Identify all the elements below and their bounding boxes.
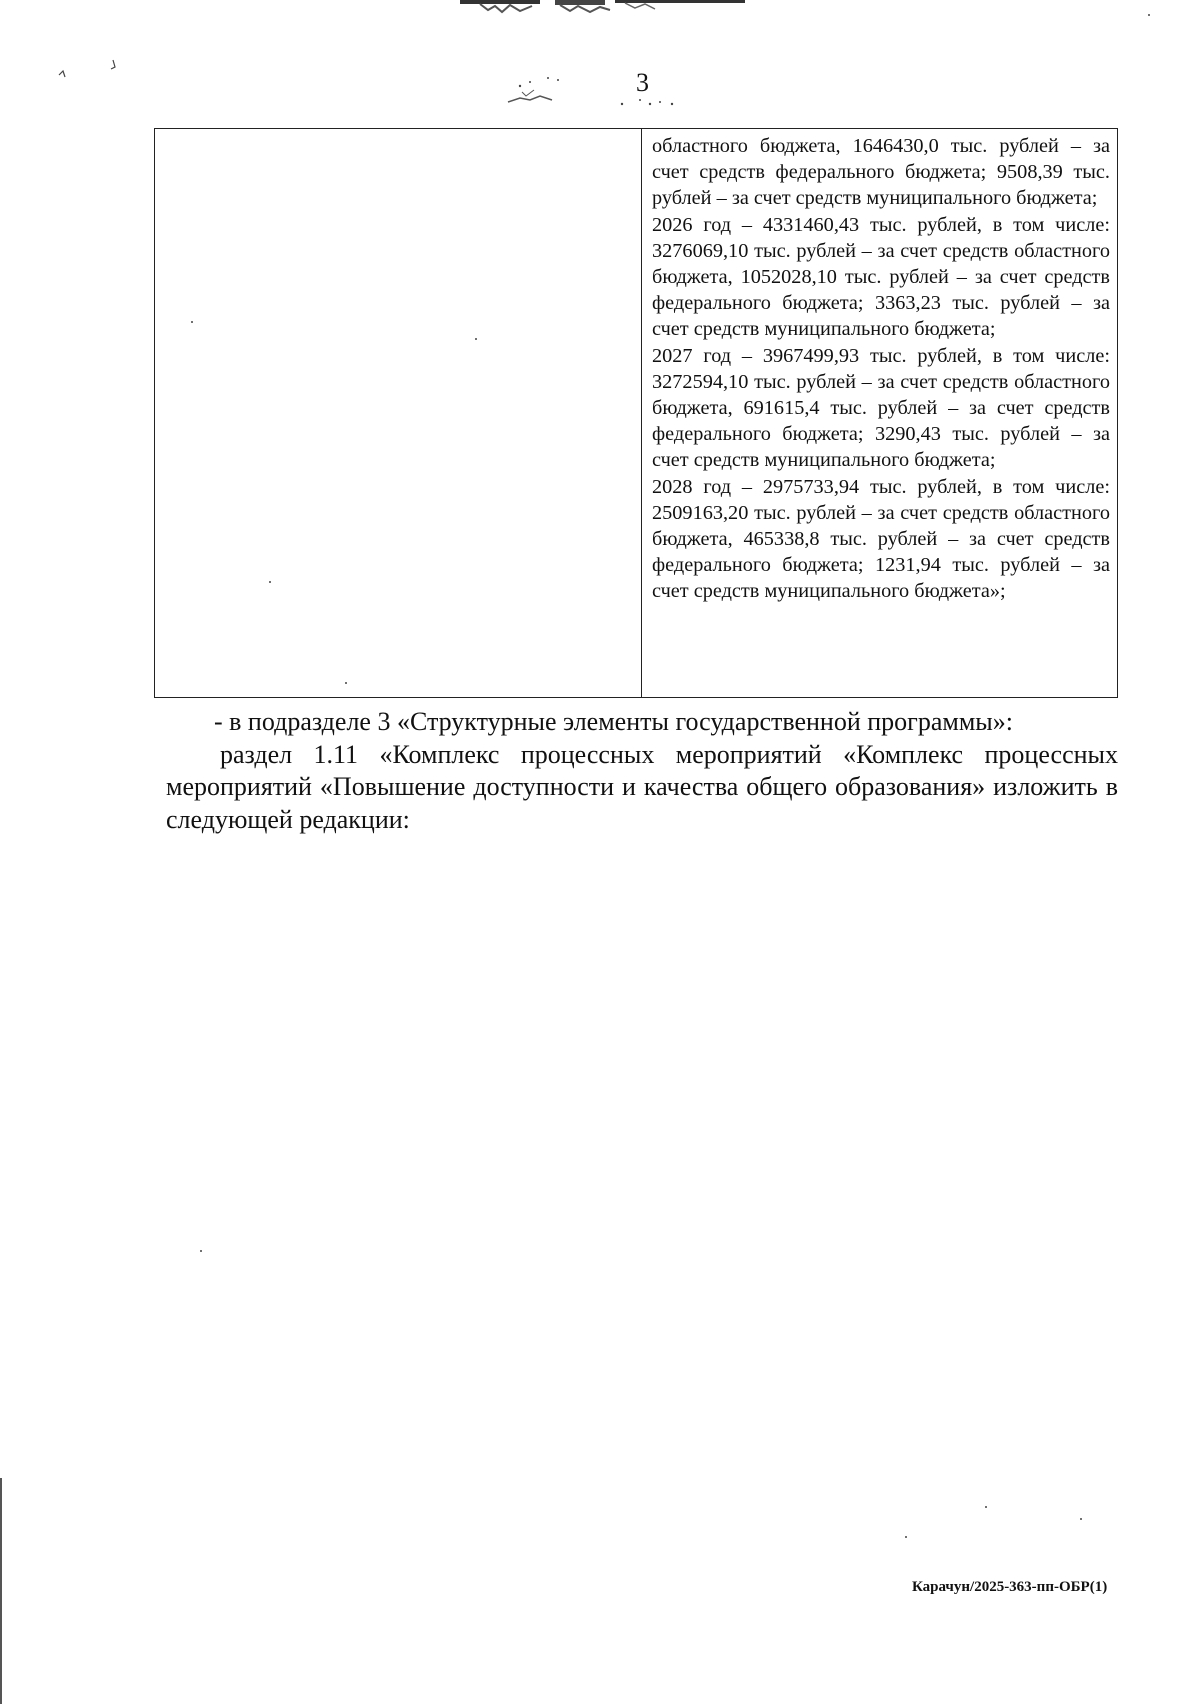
scan-specks: [500, 70, 700, 120]
subsection-line: - в подразделе 3 «Структурные элементы государственной программы»:: [214, 707, 1013, 736]
scan-dot: [1148, 14, 1150, 16]
budget-paragraph-2027: 2027 год – 3967499,93 тыс. рублей, в том числе: 3272594,10 тыс. рублей – за счет средств областного бюджета, 691615,4 тыс. рублей – за счет средств федерального бюджета; 3290,43 тыс. рублей – за счет средств муниципального бюджета;: [652, 344, 1110, 472]
page-number: 3: [636, 68, 649, 97]
scan-dot: [200, 1250, 202, 1252]
scan-edge-line: [0, 1478, 2, 1704]
document-code: Карачун/2025-363-пп-ОБР(1): [912, 1579, 1108, 1595]
scan-dot: [905, 1536, 907, 1538]
table-right-cell: [642, 129, 1117, 697]
budget-table: [154, 128, 1118, 698]
scan-specks-left: [55, 55, 125, 85]
budget-paragraph-2028: 2028 год – 2975733,94 тыс. рублей, в том числе: 2509163,20 тыс. рублей – за счет средств областного бюджета, 465338,8 тыс. рублей – за счет средств федерального бюджета; 1231,94 тыс. рублей – за счет средств муниципального бюджета»;: [652, 475, 1110, 603]
scan-dot: [1080, 1518, 1082, 1520]
budget-paragraph-2025: областного бюджета, 1646430,0 тыс. рублей – за счет средств федерального бюджета; 9508,39 тыс. рублей – за счет средств муниципального бюджета;: [652, 135, 1110, 210]
table-left-cell: [155, 129, 642, 697]
document-body: [166, 706, 1118, 836]
scan-dot: [985, 1506, 987, 1508]
section-paragraph: раздел 1.11 «Комплекс процессных мероприятий «Комплекс процессных мероприятий «Повышение доступности и качества общего образования» изложить в следующей редакции:: [166, 739, 1118, 834]
budget-paragraph-2026: 2026 год – 4331460,43 тыс. рублей, в том числе: 3276069,10 тыс. рублей – за счет средств областного бюджета, 1052028,10 тыс. рублей – за счет средств федерального бюджета; 3363,23 тыс. рублей – за счет средств муниципального бюджета;: [652, 213, 1110, 341]
stamp-remnant: [440, 0, 770, 14]
